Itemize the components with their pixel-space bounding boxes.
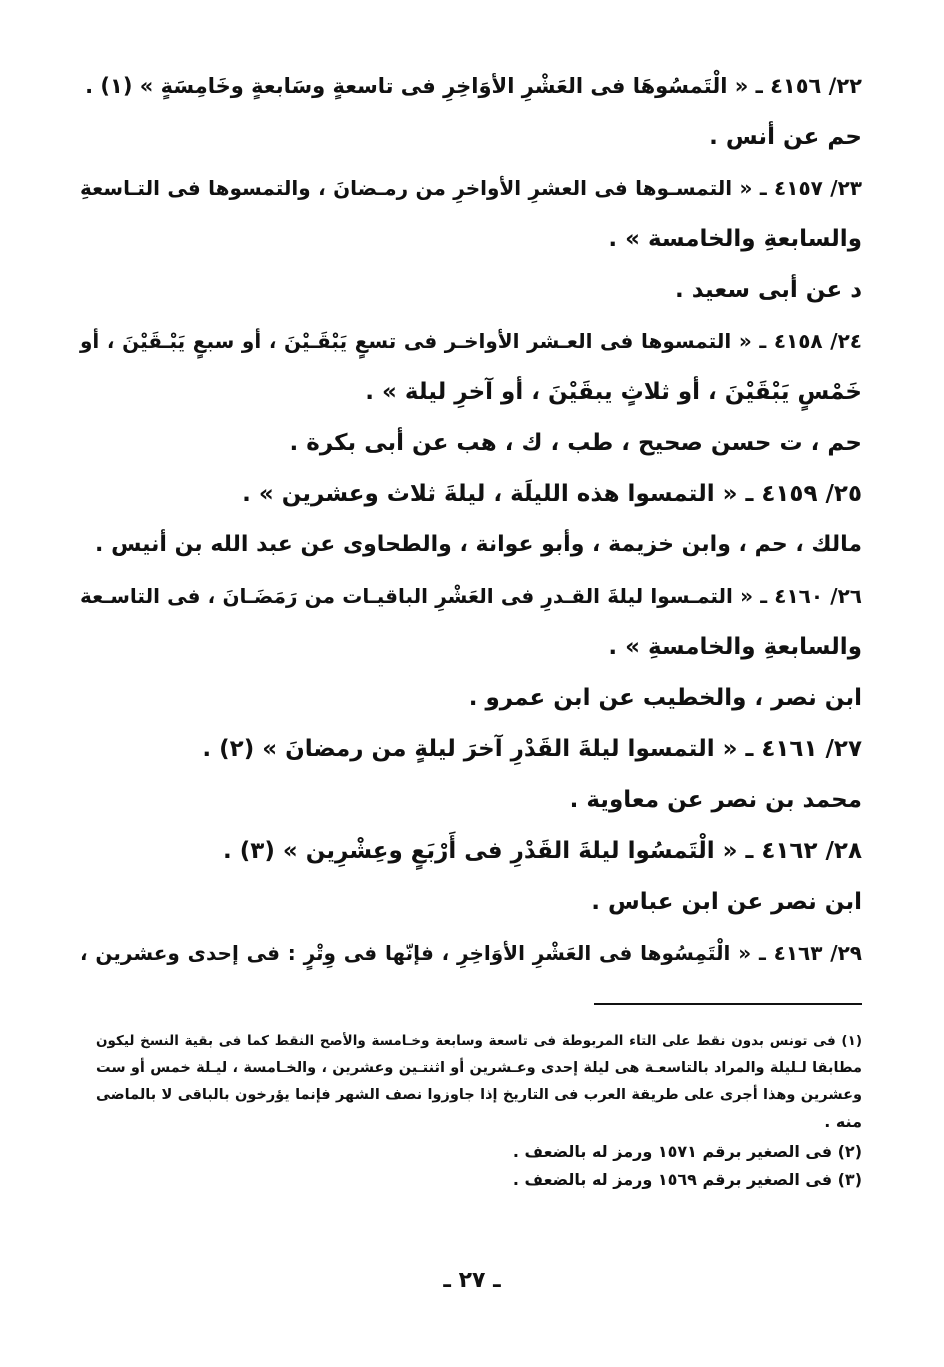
hadith-4163-line: ٢٩/ ٤١٦٣ ـ « الْتَمِسُوها فى العَشْرِ الأوَاخِرِ ، فإنّها فى وِتْرٍ : فى إحدى وعشرين ، (80, 941, 862, 965)
page-number: ـ ٢٧ ـ (443, 1268, 501, 1293)
source-line: حم عن أنس . (709, 124, 862, 150)
footnote-1-line-2: مطابقا لـليلة والمراد بالتاسعـة هى ليلة إحدى وعـشرين أو اثنتـين وعشرين ، والخـامسة ، ليـلة خمس أو ست (96, 1060, 862, 1076)
hadith-4158-line-2: خَمْسٍ يَبْقَيْنَ ، أو ثلاثٍ يبقَيْنَ ، أو آخرِ ليلة » . (365, 379, 862, 405)
source-line: ابن نصر عن ابن عباس . (591, 889, 862, 915)
hadith-4157-line-1: ٢٣/ ٤١٥٧ ـ « التمسـوها فى العشرِ الأواخرِ من رمـضانَ ، والتمسوها فى التـاسعةِ (80, 176, 862, 200)
footnote-3: (٣) فى الصغير برقم ١٥٦٩ ورمز له بالضعف . (512, 1170, 862, 1189)
footnote-1-line-1: (١) فى تونس بدون نقط على التاء المربوطة فى تاسعة وسابعة وخـامسة والأصح النقط كما فى بقية النسخ ليكون (96, 1033, 862, 1049)
source-line: مالك ، حم ، وابن خزيمة ، وأبو عوانة ، والطحاوى عن عبد الله بن أنيس . (95, 532, 862, 557)
source-line: محمد بن نصر عن معاوية . (569, 787, 862, 813)
hadith-4160-line-2: والسابعةِ والخامسةِ » . (608, 634, 862, 660)
footnote-1-line-4: منه . (824, 1112, 862, 1131)
source-line: ابن نصر ، والخطيب عن ابن عمرو . (468, 685, 862, 711)
hadith-4161-line: ٢٧/ ٤١٦١ ـ « التمسوا ليلةَ القَدْرِ آخرَ ليلةٍ من رمضانَ » (٢) . (202, 736, 862, 762)
hadith-4158-line-1: ٢٤/ ٤١٥٨ ـ « التمسوها فى العـشر الأواخـر فى تسعٍ يَبْقَـيْنَ ، أو سبعٍ يَبْـقَيْنَ ، أو (80, 329, 862, 353)
footnote-2: (٢) فى الصغير برقم ١٥٧١ ورمز له بالضعف . (512, 1142, 862, 1161)
footnote-1-line-3: وعشرين وهذا أجرى على طريقة العرب فى التاريخ إذا جاوزوا نصف الشهر فإنما يؤرخون بالباقى لا بالماضى (96, 1087, 862, 1103)
source-line: د عن أبى سعيد . (674, 277, 862, 303)
hadith-4156-line: ٢٢/ ٤١٥٦ ـ « الْتَمسُوهَا فى العَشْرِ الأوَاخِرِ فى تاسعةٍ وسَابعةٍ وخَامِسَةٍ » (١) . (85, 74, 862, 98)
hadith-4157-line-2: والسابعةِ والخامسة » . (608, 226, 862, 252)
footnote-separator (594, 1003, 862, 1005)
source-line: حم ، ت حسن صحيح ، طب ، ك ، هب عن أبى بكرة . (289, 430, 862, 456)
hadith-4159-line: ٢٥/ ٤١٥٩ ـ « التمسوا هذه الليلَة ، ليلةَ ثلاث وعشرين » . (242, 481, 862, 507)
hadith-4162-line: ٢٨/ ٤١٦٢ ـ « الْتَمسُوا ليلةَ القَدْرِ فى أَرْبَعٍ وعِشْرِين » (٣) . (223, 838, 862, 864)
hadith-4160-line-1: ٢٦/ ٤١٦٠ ـ « التمـسوا ليلةَ القـدرِ فى العَشْرِ الباقيـات من رَمَضَـانَ ، فى التاسـعة (80, 584, 862, 608)
